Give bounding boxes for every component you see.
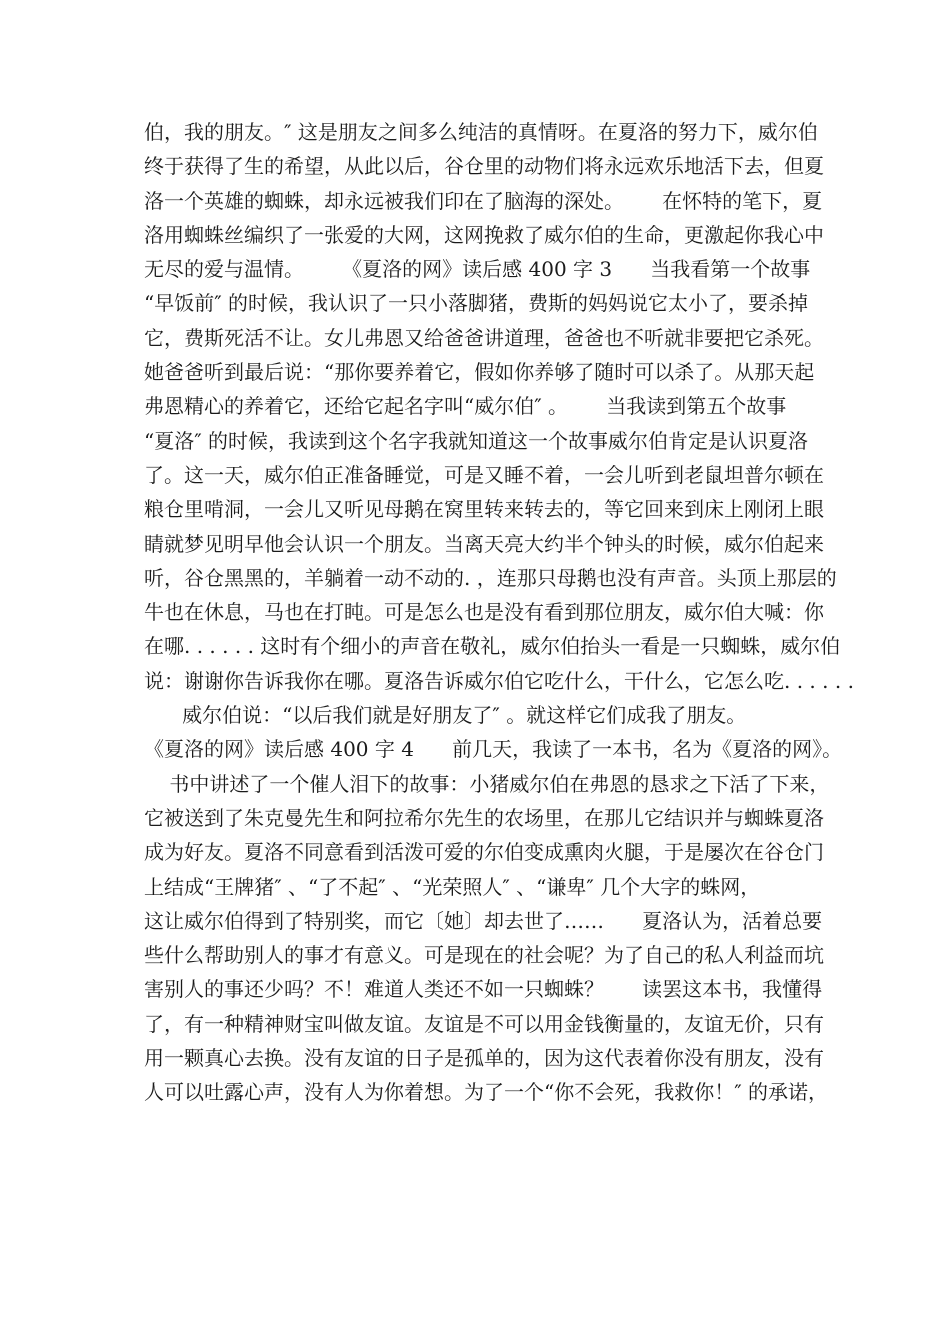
text-line: 《夏洛的网》读后感 400 字 4 前几天，我读了一本书，名为《夏洛的网》。 [144, 737, 843, 762]
text-line: 粮仓里啃洞，一会儿又听见母鹅在窝里转来转去的，等它回来到床上刚闭上眼 [144, 497, 824, 522]
text-line: 说：谢谢你告诉我你在哪。夏洛告诉威尔伯它吃什么，干什么，它怎么吃. . . . . . [144, 668, 854, 693]
text-line: 威尔伯说：“以后我们就是好朋友了″ 。就这样它们成我了朋友。 [144, 703, 747, 728]
text-line: 终于获得了生的希望，从此以后，谷仓里的动物们将永远欢乐地活下去，但夏 [144, 154, 824, 179]
text-line: 伯，我的朋友。″ 这是朋友之间多么纯洁的真情呀。在夏洛的努力下，威尔伯 [144, 120, 818, 144]
text-line: 书中讲述了一个催人泪下的故事：小猪威尔伯在弗恩的恳求之下活了下来， [144, 771, 830, 796]
text-line: 它，费斯死活不让。女儿弗恩又给爸爸讲道理，爸爸也不听就非要把它杀死。 [144, 325, 824, 350]
text-line: 洛用蜘蛛丝编织了一张爱的大网，这网挽救了威尔伯的生命，更激起你我心中 [144, 222, 824, 247]
text-line: 害别人的事还少吗？不！难道人类还不如一只蜘蛛？ 读罢这本书，我懂得 [144, 977, 823, 1002]
text-line: 用一颗真心去换。没有友谊的日子是孤单的，因为这代表着你没有朋友，没有 [144, 1046, 824, 1071]
text-line: 了，有一种精神财宝叫做友谊。友谊是不可以用金钱衡量的，友谊无价，只有 [144, 1011, 824, 1036]
text-line: 洛一个英雄的蜘蛛，却永远被我们印在了脑海的深处。 在怀特的笔下，夏 [144, 188, 823, 213]
text-line: 人可以吐露心声，没有人为你着想。为了一个“你不会死，我救你！″ 的承诺， [144, 1080, 829, 1105]
text-line: “夏洛″ 的时候，我读到这个名字我就知道这一个故事威尔伯肯定是认识夏洛 [144, 428, 809, 453]
text-line: 它被送到了朱克曼先生和阿拉希尔先生的农场里，在那儿它结识并与蜘蛛夏洛 [144, 805, 824, 830]
text-line: 无尽的爱与温情。 《夏洛的网》读后感 400 字 3 当我看第一个故事 [144, 257, 811, 282]
text-line: 她爸爸听到最后说：“那你要养着它，假如你养够了随时可以杀了。从那天起 [144, 360, 815, 385]
text-line: 成为好友。夏洛不同意看到活泼可爱的尔伯变成熏肉火腿，于是屡次在谷仓门 [144, 840, 824, 865]
text-line: “早饭前″ 的时候，我认识了一只小落脚猪，费斯的妈妈说它太小了，要杀掉 [144, 291, 809, 316]
text-line: 牛也在休息，马也在打盹。可是怎么也是没有看到那位朋友，威尔伯大喊：你 [144, 600, 824, 625]
text-line: 了。这一天，威尔伯正准备睡觉，可是又睡不着，一会儿听到老鼠坦普尔顿在 [144, 462, 824, 487]
text-line: 这让威尔伯得到了特别奖，而它〔她〕却去世了…… 夏洛认为，活着总要 [144, 908, 823, 933]
text-line: 些什么帮助别人的事才有意义。可是现在的社会呢？为了自己的私人利益而坑 [144, 943, 824, 968]
text-line: 听，谷仓黑黑的，羊躺着一动不动的. ，连那只母鹅也没有声音。头顶上那层的 [144, 565, 837, 590]
article-body [144, 115, 854, 1110]
text-line: 在哪. . . . . . 这时有个细小的声音在敬礼，威尔伯抬头一看是一只蜘蛛，威尔伯 [144, 634, 841, 659]
text-line: 弗恩精心的养着它，还给它起名字叫“威尔伯″ 。 当我读到第五个故事 [144, 394, 787, 419]
text-line: 上结成“王牌猪″ 、“了不起″ 、“光荣照人″ 、“谦卑″ 几个大字的蛛网， [144, 874, 761, 899]
text-line: 睛就梦见明早他会认识一个朋友。当离天亮大约半个钟头的时候，威尔伯起来 [144, 531, 824, 556]
